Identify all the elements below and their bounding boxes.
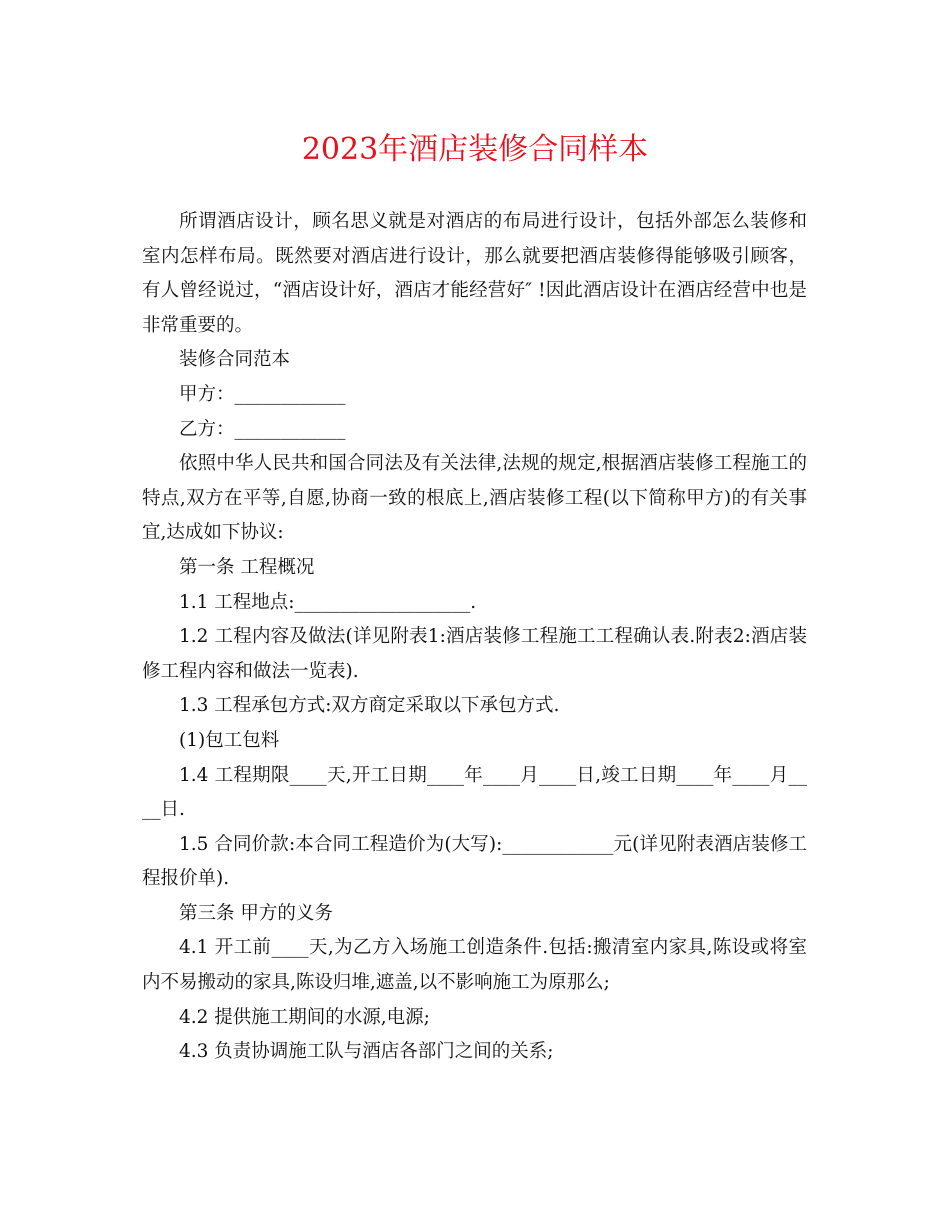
document-body bbox=[142, 205, 807, 1070]
clause-4-3: 4.3 负责协调施工队与酒店各部门之间的关系; bbox=[179, 1041, 554, 1063]
clause-1-5: 1.5 合同价款:本合同工程造价为(大写):____________元(详见附表酒店装修工程报价单). bbox=[142, 833, 807, 890]
article-1-heading: 第一条 工程概况 bbox=[179, 556, 315, 578]
article-3-heading: 第三条 甲方的义务 bbox=[179, 902, 333, 924]
clause-1-2: 1.2 工程内容及做法(详见附表1:酒店装修工程施工工程确认表.附表2:酒店装修工程内容和做法一览表). bbox=[142, 626, 807, 682]
party-b-line: 乙方：____________ bbox=[179, 418, 346, 440]
preamble-paragraph: 依照中华人民共和国合同法及有关法律,法规的规定,根据酒店装修工程施工的特点,双方在平等,自愿,协商一致的根底上,酒店装修工程(以下简称甲方)的有关事宜,达成如下协议: bbox=[142, 453, 807, 544]
clause-1-4: 1.4 工程期限____天,开工日期____年____月____日,竣工日期____年____月____日. bbox=[142, 764, 807, 821]
clause-1-3-option: (1)包工包料 bbox=[179, 729, 280, 751]
section-heading-contract-template: 装修合同范本 bbox=[179, 349, 291, 371]
document-title: 2023年酒店装修合同样本 bbox=[301, 132, 649, 167]
clause-1-3: 1.3 工程承包方式:双方商定采取以下承包方式. bbox=[179, 695, 560, 717]
clause-4-1: 4.1 开工前____天,为乙方入场施工创造条件.包括:搬清室内家具,陈设或将室内不易搬动的家具,陈设归堆,遮盖,以不影响施工为原那么; bbox=[142, 937, 807, 994]
clause-4-2: 4.2 提供施工期间的水源,电源; bbox=[179, 1006, 430, 1028]
party-a-line: 甲方：____________ bbox=[179, 383, 346, 405]
clause-1-1: 1.1 工程地点:___________________. bbox=[179, 591, 477, 613]
intro-paragraph: 所谓酒店设计，顾名思义就是对酒店的布局进行设计，包括外部怎么装修和室内怎样布局。既然要对酒店进行设计，那么就要把酒店装修得能够吸引顾客，有人曾经说过，“酒店设计好，酒店才能经营好″ !因此酒店设计在酒店经营中也是非常重要的。 bbox=[142, 211, 807, 336]
